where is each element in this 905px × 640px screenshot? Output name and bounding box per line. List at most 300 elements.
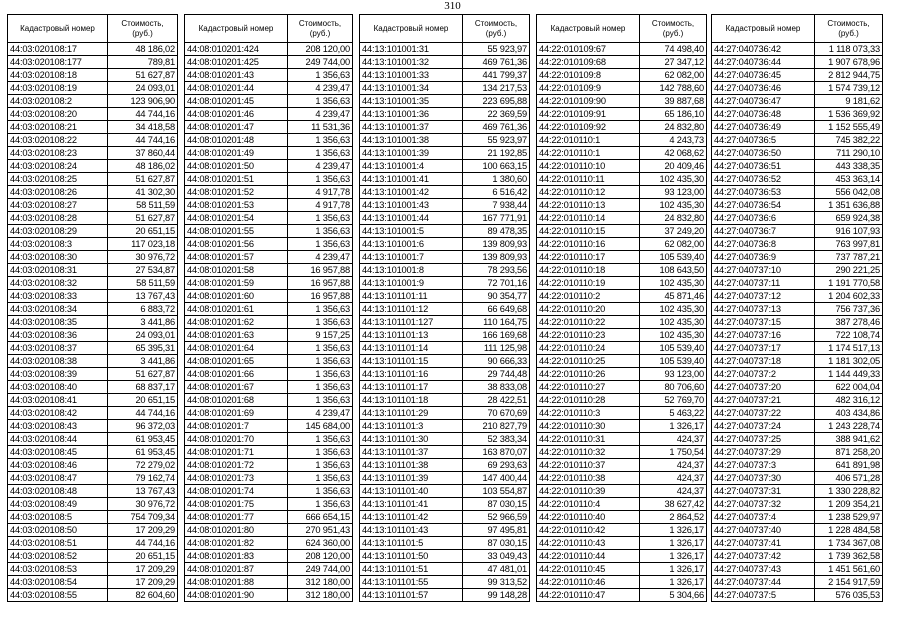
- cadastral-number-cell: 44:22:010110:2: [537, 290, 640, 303]
- table-row: [712, 498, 883, 511]
- cadastral-number-cell: 44:08:010201:43: [185, 69, 288, 82]
- cadastral-number-cell: 44:27:040736:5: [712, 134, 815, 147]
- cost-cell: 249 744,00: [288, 563, 353, 576]
- table-row: [712, 95, 883, 108]
- cost-cell: 208 120,00: [288, 550, 353, 563]
- table-row: [185, 498, 353, 511]
- cadastral-number-cell: 44:27:040736:54: [712, 199, 815, 212]
- table-row: [712, 589, 883, 602]
- cadastral-number-cell: 44:13:101001:41: [360, 173, 463, 186]
- cadastral-number-cell: 44:22:010110:26: [537, 368, 640, 381]
- cost-cell: 1 118 073,33: [815, 43, 883, 56]
- table-row: [537, 511, 707, 524]
- table-row: [360, 69, 530, 82]
- cadastral-number-cell: 44:27:040736:50: [712, 147, 815, 160]
- header-cadastral-number: Кадастровый номер: [537, 15, 640, 43]
- cadastral-number-cell: 44:27:040737:4: [712, 511, 815, 524]
- table-row: [712, 69, 883, 82]
- cadastral-number-cell: 44:03:020108:43: [8, 420, 108, 433]
- cadastral-number-cell: 44:22:010110:25: [537, 355, 640, 368]
- cadastral-number-cell: 44:03:020108:30: [8, 251, 108, 264]
- cadastral-number-cell: 44:03:020108:27: [8, 199, 108, 212]
- cost-cell: 754 709,34: [108, 511, 178, 524]
- cadastral-number-cell: 44:08:010201:80: [185, 524, 288, 537]
- cost-cell: 1 356,63: [288, 355, 353, 368]
- table-row: [712, 524, 883, 537]
- cost-cell: 51 627,87: [108, 212, 178, 225]
- cost-cell: 1 243 228,74: [815, 420, 883, 433]
- table-row: [185, 472, 353, 485]
- cadastral-number-cell: 44:08:010201:58: [185, 264, 288, 277]
- cadastral-number-cell: 44:13:101101:37: [360, 446, 463, 459]
- cadastral-number-cell: 44:03:020108:33: [8, 290, 108, 303]
- cost-cell: 223 695,88: [463, 95, 530, 108]
- cadastral-number-cell: 44:03:020108:50: [8, 524, 108, 537]
- cost-cell: 102 435,30: [640, 316, 707, 329]
- cost-cell: 72 279,02: [108, 459, 178, 472]
- cost-cell: 916 107,93: [815, 225, 883, 238]
- table-row: [8, 524, 178, 537]
- table-row: [712, 446, 883, 459]
- table-row: [360, 589, 530, 602]
- cadastral-number-cell: 44:13:101101:18: [360, 394, 463, 407]
- cadastral-number-cell: 44:22:010110:15: [537, 225, 640, 238]
- table-row: [8, 186, 178, 199]
- cost-cell: 55 923,97: [463, 43, 530, 56]
- cost-cell: 3 441,86: [108, 355, 178, 368]
- cost-cell: 4 239,47: [288, 108, 353, 121]
- cost-cell: 22 369,59: [463, 108, 530, 121]
- table-row: [360, 459, 530, 472]
- table-row: [712, 147, 883, 160]
- cadastral-number-cell: 44:27:040736:51: [712, 160, 815, 173]
- table-row: [360, 381, 530, 394]
- cost-cell: 2 864,52: [640, 511, 707, 524]
- cadastral-number-cell: 44:22:010110:24: [537, 342, 640, 355]
- table-row: [8, 446, 178, 459]
- cost-cell: 556 042,08: [815, 186, 883, 199]
- cadastral-number-cell: 44:13:101101:51: [360, 563, 463, 576]
- table-row: [537, 303, 707, 316]
- cadastral-number-cell: 44:13:101101:127: [360, 316, 463, 329]
- cost-cell: 1 356,63: [288, 173, 353, 186]
- table-row: [712, 186, 883, 199]
- table-row: [8, 563, 178, 576]
- table-row: [537, 134, 707, 147]
- cadastral-number-cell: 44:08:010201:51: [185, 173, 288, 186]
- cadastral-number-cell: 44:27:040737:11: [712, 277, 815, 290]
- cadastral-number-cell: 44:08:010201:48: [185, 134, 288, 147]
- cost-cell: 424,37: [640, 472, 707, 485]
- cost-cell: 16 957,88: [288, 277, 353, 290]
- table-row: [8, 238, 178, 251]
- table-row: [8, 199, 178, 212]
- cadastral-number-cell: 44:13:101101:50: [360, 550, 463, 563]
- table-row: [185, 147, 353, 160]
- cost-cell: 117 023,18: [108, 238, 178, 251]
- cost-cell: 1 356,63: [288, 381, 353, 394]
- cadastral-number-cell: 44:08:010201:57: [185, 251, 288, 264]
- cost-cell: 58 511,59: [108, 277, 178, 290]
- table-row: [537, 238, 707, 251]
- cadastral-number-cell: 44:13:101001:4: [360, 160, 463, 173]
- table-row: [8, 69, 178, 82]
- cost-cell: 41 302,30: [108, 186, 178, 199]
- table-row: [185, 238, 353, 251]
- cadastral-number-cell: 44:27:040737:43: [712, 563, 815, 576]
- cost-cell: 4 239,47: [288, 82, 353, 95]
- table-row: [537, 394, 707, 407]
- cadastral-number-cell: 44:03:020108:23: [8, 147, 108, 160]
- table-row: [185, 69, 353, 82]
- cadastral-number-cell: 44:03:020108:45: [8, 446, 108, 459]
- cost-cell: 111 125,98: [463, 342, 530, 355]
- table-row: [185, 212, 353, 225]
- table-row: [537, 43, 707, 56]
- cost-cell: 102 435,30: [640, 173, 707, 186]
- table-row: [8, 342, 178, 355]
- cadastral-number-cell: 44:08:010201:47: [185, 121, 288, 134]
- table-row: [185, 381, 353, 394]
- cadastral-number-cell: 44:08:010201:50: [185, 160, 288, 173]
- cadastral-number-cell: 44:03:020108:46: [8, 459, 108, 472]
- table-row: [712, 82, 883, 95]
- cadastral-number-cell: 44:13:101101:40: [360, 485, 463, 498]
- cost-cell: 424,37: [640, 459, 707, 472]
- cadastral-number-cell: 44:03:020108:19: [8, 82, 108, 95]
- cadastral-number-cell: 44:22:010110:10: [537, 160, 640, 173]
- cadastral-number-cell: 44:22:010110:14: [537, 212, 640, 225]
- table-row: [185, 368, 353, 381]
- table-row: [712, 394, 883, 407]
- cadastral-number-cell: 44:13:101001:42: [360, 186, 463, 199]
- cost-cell: 1 326,17: [640, 576, 707, 589]
- cadastral-number-cell: 44:03:020108:37: [8, 342, 108, 355]
- cost-cell: 34 418,58: [108, 121, 178, 134]
- cost-cell: 17 209,29: [108, 576, 178, 589]
- table-row: [537, 95, 707, 108]
- cadastral-number-cell: 44:27:040736:6: [712, 212, 815, 225]
- cost-cell: 6 516,42: [463, 186, 530, 199]
- cost-cell: 4 239,47: [288, 160, 353, 173]
- cost-cell: 2 812 944,75: [815, 69, 883, 82]
- cost-cell: 20 409,46: [640, 160, 707, 173]
- cadastral-number-cell: 44:27:040737:22: [712, 407, 815, 420]
- table-row: [185, 43, 353, 56]
- cadastral-number-cell: 44:27:040737:32: [712, 498, 815, 511]
- table-row: [537, 407, 707, 420]
- cost-cell: 55 923,97: [463, 134, 530, 147]
- table-row: [712, 134, 883, 147]
- table-row: [8, 589, 178, 602]
- table-row: [537, 589, 707, 602]
- table-row: [185, 394, 353, 407]
- cost-cell: 4 239,47: [288, 407, 353, 420]
- cadastral-number-cell: 44:08:010201:90: [185, 589, 288, 602]
- table-row: [537, 524, 707, 537]
- cadastral-number-cell: 44:03:020108:53: [8, 563, 108, 576]
- cadastral-number-cell: 44:03:020108:32: [8, 277, 108, 290]
- cost-cell: 406 571,28: [815, 472, 883, 485]
- cadastral-number-cell: 44:22:010110:27: [537, 381, 640, 394]
- cadastral-number-cell: 44:13:101101:16: [360, 368, 463, 381]
- cadastral-number-cell: 44:03:020108:42: [8, 407, 108, 420]
- cadastral-number-cell: 44:08:010201:73: [185, 472, 288, 485]
- table-row: [537, 498, 707, 511]
- table-row: [537, 368, 707, 381]
- cadastral-number-cell: 44:08:010201:87: [185, 563, 288, 576]
- table-row: [360, 563, 530, 576]
- table-row: [360, 394, 530, 407]
- cadastral-number-cell: 44:22:010109:8: [537, 69, 640, 82]
- cost-cell: 105 539,40: [640, 342, 707, 355]
- cost-cell: 1 356,63: [288, 368, 353, 381]
- table-row: [537, 147, 707, 160]
- header-row: [712, 15, 883, 43]
- cadastral-number-cell: 44:13:101101:43: [360, 524, 463, 537]
- cost-cell: 44 744,16: [108, 134, 178, 147]
- register-table: [359, 14, 530, 602]
- header-cost: Стоимость, (руб.): [640, 15, 707, 43]
- table-row: [185, 56, 353, 69]
- table-row: [712, 433, 883, 446]
- cost-cell: 1 356,63: [288, 238, 353, 251]
- cadastral-number-cell: 44:27:040737:44: [712, 576, 815, 589]
- table-row: [360, 303, 530, 316]
- cadastral-number-cell: 44:27:040737:3: [712, 459, 815, 472]
- cadastral-number-cell: 44:22:010110:22: [537, 316, 640, 329]
- table-row: [712, 199, 883, 212]
- cadastral-number-cell: 44:27:040737:18: [712, 355, 815, 368]
- cost-cell: 69 293,63: [463, 459, 530, 472]
- cadastral-number-cell: 44:08:010201:55: [185, 225, 288, 238]
- cadastral-number-cell: 44:22:010110:1: [537, 134, 640, 147]
- cost-cell: 666 654,15: [288, 511, 353, 524]
- cadastral-number-cell: 44:13:101101:39: [360, 472, 463, 485]
- cost-cell: 622 004,04: [815, 381, 883, 394]
- table-row: [360, 511, 530, 524]
- cost-cell: 388 941,62: [815, 433, 883, 446]
- cadastral-number-cell: 44:22:010110:16: [537, 238, 640, 251]
- cost-cell: 105 539,40: [640, 355, 707, 368]
- table-row: [712, 563, 883, 576]
- table-row: [185, 407, 353, 420]
- table-row: [712, 511, 883, 524]
- table-row: [360, 277, 530, 290]
- cost-cell: 1 181 302,05: [815, 355, 883, 368]
- cost-cell: 102 435,30: [640, 199, 707, 212]
- table-row: [185, 95, 353, 108]
- cadastral-number-cell: 44:27:040737:29: [712, 446, 815, 459]
- cost-cell: 4 917,78: [288, 199, 353, 212]
- cadastral-number-cell: 44:03:020108:40: [8, 381, 108, 394]
- cost-cell: 24 832,80: [640, 212, 707, 225]
- cost-cell: 1 326,17: [640, 550, 707, 563]
- table-row: [360, 290, 530, 303]
- table-row: [537, 550, 707, 563]
- table-row: [360, 108, 530, 121]
- table-row: [8, 433, 178, 446]
- cost-cell: 79 162,74: [108, 472, 178, 485]
- cost-cell: 90 354,77: [463, 290, 530, 303]
- cost-cell: 624 360,00: [288, 537, 353, 550]
- cadastral-number-cell: 44:27:040737:31: [712, 485, 815, 498]
- cost-cell: 312 180,00: [288, 576, 353, 589]
- table-row: [8, 407, 178, 420]
- cadastral-number-cell: 44:03:020108:48: [8, 485, 108, 498]
- cost-cell: 68 837,17: [108, 381, 178, 394]
- table-row: [360, 212, 530, 225]
- table-row: [712, 56, 883, 69]
- cost-cell: 1 228 484,58: [815, 524, 883, 537]
- cost-cell: 44 744,16: [108, 537, 178, 550]
- cadastral-number-cell: 44:13:101101:57: [360, 589, 463, 602]
- cost-cell: 5 463,22: [640, 407, 707, 420]
- cost-cell: 74 498,40: [640, 43, 707, 56]
- cadastral-number-cell: 44:08:010201:56: [185, 238, 288, 251]
- table-row: [185, 108, 353, 121]
- cadastral-number-cell: 44:03:020108:47: [8, 472, 108, 485]
- cost-cell: 93 123,00: [640, 186, 707, 199]
- cost-cell: 482 316,12: [815, 394, 883, 407]
- cadastral-number-cell: 44:08:010201:69: [185, 407, 288, 420]
- table-row: [712, 420, 883, 433]
- table-row: [537, 173, 707, 186]
- cadastral-number-cell: 44:03:020108:2: [8, 95, 108, 108]
- table-row: [185, 329, 353, 342]
- cadastral-number-cell: 44:27:040736:49: [712, 121, 815, 134]
- cadastral-number-cell: 44:13:101001:32: [360, 56, 463, 69]
- cost-cell: 65 395,31: [108, 342, 178, 355]
- cadastral-number-cell: 44:13:101101:14: [360, 342, 463, 355]
- cadastral-number-cell: 44:27:040737:12: [712, 290, 815, 303]
- cost-cell: 403 434,86: [815, 407, 883, 420]
- cadastral-number-cell: 44:27:040737:40: [712, 524, 815, 537]
- cost-cell: 89 478,35: [463, 225, 530, 238]
- cadastral-number-cell: 44:08:010201:72: [185, 459, 288, 472]
- table-row: [8, 225, 178, 238]
- cost-cell: 24 832,80: [640, 121, 707, 134]
- cadastral-number-cell: 44:08:010201:52: [185, 186, 288, 199]
- cost-cell: 1 356,63: [288, 342, 353, 355]
- table-row: [712, 550, 883, 563]
- table-row: [185, 186, 353, 199]
- table-row: [8, 550, 178, 563]
- cadastral-number-cell: 44:08:010201:68: [185, 394, 288, 407]
- cost-cell: 11 531,36: [288, 121, 353, 134]
- register-table: [184, 14, 353, 602]
- cadastral-number-cell: 44:22:010110:18: [537, 264, 640, 277]
- cost-cell: 1 326,17: [640, 420, 707, 433]
- cadastral-number-cell: 44:13:101101:30: [360, 433, 463, 446]
- cadastral-number-cell: 44:08:010201:71: [185, 446, 288, 459]
- cost-cell: 290 221,25: [815, 264, 883, 277]
- cost-cell: 166 169,68: [463, 329, 530, 342]
- header-cost: Стоимость, (руб.): [108, 15, 178, 43]
- cost-cell: 82 604,60: [108, 589, 178, 602]
- cadastral-number-cell: 44:03:020108:28: [8, 212, 108, 225]
- cadastral-number-cell: 44:22:010110:12: [537, 186, 640, 199]
- cadastral-number-cell: 44:03:020108:39: [8, 368, 108, 381]
- cost-cell: 103 554,87: [463, 485, 530, 498]
- table-row: [8, 472, 178, 485]
- cost-cell: 1 734 367,08: [815, 537, 883, 550]
- cadastral-number-cell: 44:27:040736:7: [712, 225, 815, 238]
- table-row: [185, 264, 353, 277]
- cost-cell: 30 976,72: [108, 498, 178, 511]
- cadastral-number-cell: 44:13:101101:3: [360, 420, 463, 433]
- cost-cell: 1 326,17: [640, 537, 707, 550]
- cost-cell: 20 651,15: [108, 225, 178, 238]
- cadastral-number-cell: 44:27:040736:44: [712, 56, 815, 69]
- cost-cell: 39 887,68: [640, 95, 707, 108]
- table-row: [360, 95, 530, 108]
- table-row: [360, 134, 530, 147]
- cadastral-number-cell: 44:13:101001:33: [360, 69, 463, 82]
- cadastral-number-cell: 44:27:040737:13: [712, 303, 815, 316]
- cadastral-number-cell: 44:22:010110:23: [537, 329, 640, 342]
- cost-cell: 4 243,73: [640, 134, 707, 147]
- cost-cell: 387 278,46: [815, 316, 883, 329]
- cadastral-number-cell: 44:22:010110:46: [537, 576, 640, 589]
- cadastral-number-cell: 44:22:010110:11: [537, 173, 640, 186]
- cost-cell: 2 154 917,59: [815, 576, 883, 589]
- cadastral-number-cell: 44:13:101001:44: [360, 212, 463, 225]
- table-row: [185, 199, 353, 212]
- table-row: [360, 550, 530, 563]
- table-row: [360, 238, 530, 251]
- cost-cell: 1 356,63: [288, 303, 353, 316]
- table-row: [537, 576, 707, 589]
- table-row: [8, 264, 178, 277]
- table-row: [712, 277, 883, 290]
- cost-cell: 1 356,63: [288, 212, 353, 225]
- cadastral-number-cell: 44:13:101001:43: [360, 199, 463, 212]
- table-row: [712, 537, 883, 550]
- cost-cell: 163 870,07: [463, 446, 530, 459]
- cost-cell: 38 833,08: [463, 381, 530, 394]
- table-row: [185, 589, 353, 602]
- table-row: [537, 433, 707, 446]
- table-row: [712, 238, 883, 251]
- cadastral-number-cell: 44:08:010201:88: [185, 576, 288, 589]
- table-row: [8, 134, 178, 147]
- table-row: [712, 160, 883, 173]
- table-row: [712, 290, 883, 303]
- cost-cell: 1 174 517,13: [815, 342, 883, 355]
- table-row: [360, 446, 530, 459]
- register-table: [7, 14, 178, 602]
- cadastral-number-cell: 44:13:101001:9: [360, 277, 463, 290]
- cost-cell: 52 383,34: [463, 433, 530, 446]
- header-row: [185, 15, 353, 43]
- cadastral-number-cell: 44:03:020108:29: [8, 225, 108, 238]
- cadastral-number-cell: 44:27:040736:46: [712, 82, 815, 95]
- cadastral-number-cell: 44:27:040736:47: [712, 95, 815, 108]
- cost-cell: 52 769,70: [640, 394, 707, 407]
- cost-cell: 30 976,72: [108, 251, 178, 264]
- table-row: [8, 290, 178, 303]
- cost-cell: 1 536 369,92: [815, 108, 883, 121]
- cadastral-number-cell: 44:03:020108:3: [8, 238, 108, 251]
- table-row: [185, 537, 353, 550]
- cadastral-number-cell: 44:03:020108:38: [8, 355, 108, 368]
- cadastral-number-cell: 44:03:020108:5: [8, 511, 108, 524]
- table-row: [360, 472, 530, 485]
- cost-cell: 1 356,63: [288, 433, 353, 446]
- cost-cell: 20 651,15: [108, 550, 178, 563]
- cost-cell: 29 744,48: [463, 368, 530, 381]
